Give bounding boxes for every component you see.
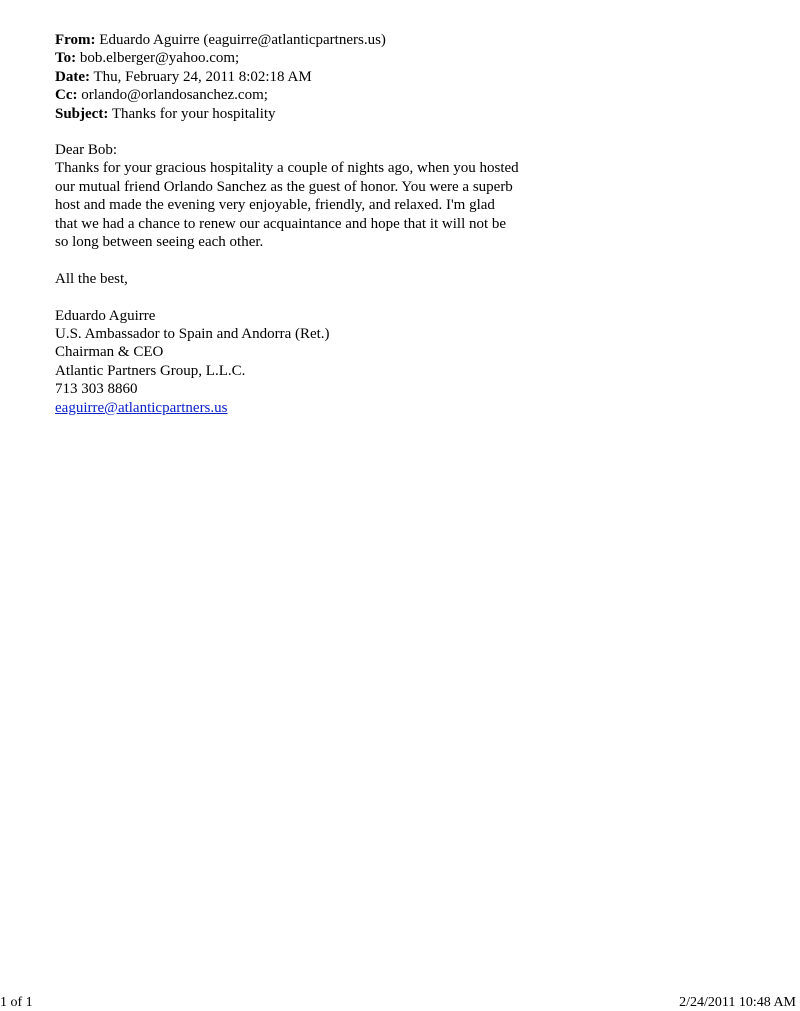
body-line: host and made the evening very enjoyable, friendly, and relaxed. I'm glad bbox=[55, 197, 495, 214]
spacer bbox=[55, 251, 575, 269]
signature-email-link[interactable]: eaguirre@atlanticpartners.us bbox=[55, 399, 228, 416]
page-count: 1 of 1 bbox=[0, 995, 33, 1010]
print-timestamp: 2/24/2011 10:48 AM bbox=[679, 995, 796, 1010]
signature-phone: 713 303 8860 bbox=[55, 381, 138, 398]
subject-header bbox=[55, 105, 575, 123]
email-headers bbox=[55, 31, 575, 123]
from-value: Eduardo Aguirre (eaguirre@atlanticpartners.us) bbox=[99, 32, 386, 48]
date-value: Thu, February 24, 2011 8:02:18 AM bbox=[93, 68, 312, 85]
spacer bbox=[55, 288, 575, 306]
to-label: To: bbox=[55, 50, 77, 67]
signature-email-row bbox=[55, 399, 575, 417]
email-body bbox=[55, 141, 575, 417]
signature-name: Eduardo Aguirre bbox=[55, 307, 156, 324]
signature-title: U.S. Ambassador to Spain and Andorra (Ret.) bbox=[55, 326, 330, 343]
to-header bbox=[55, 49, 575, 67]
body-line: our mutual friend Orlando Sanchez as the guest of honor. You were a superb bbox=[55, 178, 513, 195]
cc-value: orlando@orlandosanchez.com; bbox=[81, 87, 268, 104]
closing: All the best, bbox=[55, 270, 128, 287]
subject-value: Thanks for your hospitality bbox=[111, 105, 276, 122]
date-header bbox=[55, 68, 575, 86]
signature-company: Atlantic Partners Group, L.L.C. bbox=[55, 362, 246, 379]
date-label: Date: bbox=[55, 68, 90, 85]
cc-label: Cc: bbox=[55, 87, 78, 104]
body-line: that we had a chance to renew our acquaintance and hope that it will not be bbox=[55, 215, 507, 232]
cc-header bbox=[55, 86, 575, 104]
body-line: Thanks for your gracious hospitality a couple of nights ago, when you hosted bbox=[55, 160, 519, 177]
from-header bbox=[55, 31, 575, 49]
signature-position: Chairman & CEO bbox=[55, 344, 164, 361]
subject-label: Subject: bbox=[55, 105, 109, 122]
body-line: so long between seeing each other. bbox=[55, 234, 264, 251]
greeting: Dear Bob: bbox=[55, 142, 118, 158]
to-value: bob.elberger@yahoo.com; bbox=[79, 50, 240, 67]
from-label: From: bbox=[55, 32, 96, 48]
